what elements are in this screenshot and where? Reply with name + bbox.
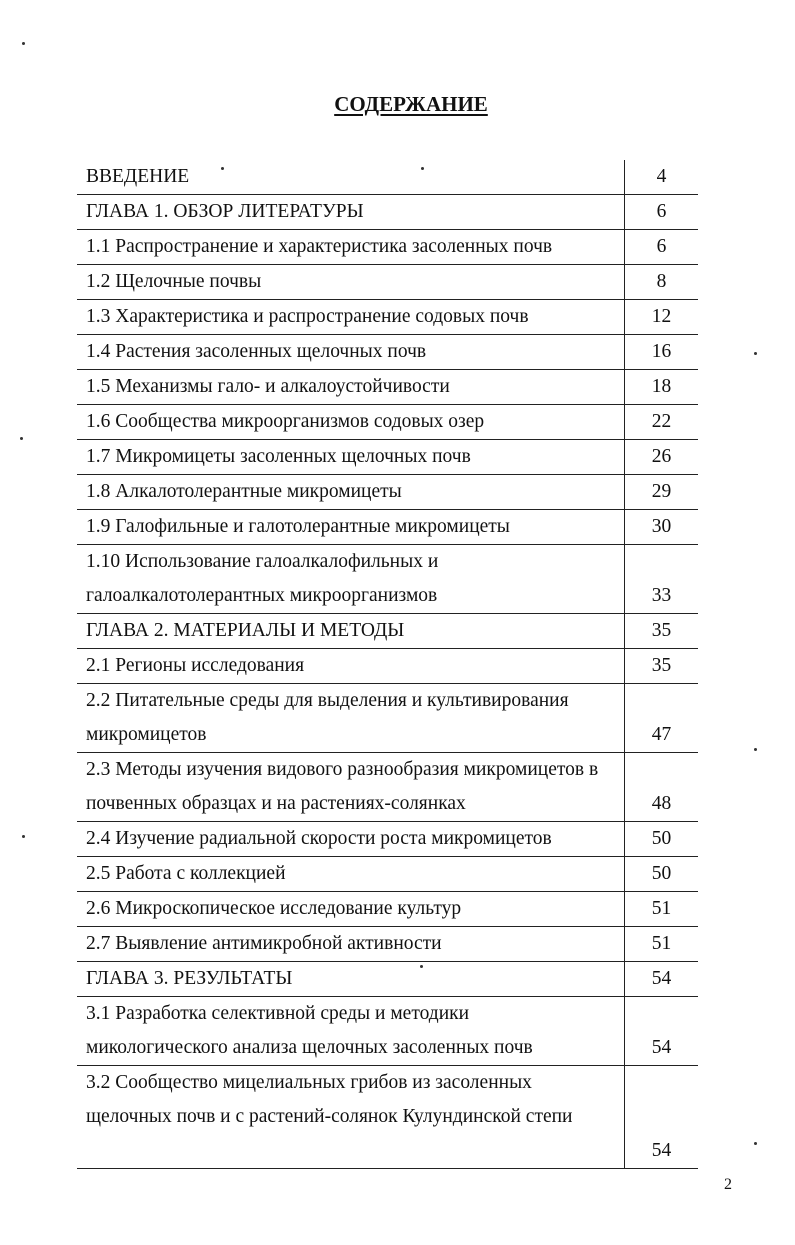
toc-entry-page: 30 [625,510,699,545]
toc-entry-title: ГЛАВА 1. ОБЗОР ЛИТЕРАТУРЫ [77,195,625,230]
toc-row [77,892,698,927]
toc-entry-title: 1.8 Алкалотолерантные микромицеты [77,475,625,510]
toc-entry-page: 12 [625,300,699,335]
toc-entry-line: 3.1 Разработка селективной среды и методики [86,1003,470,1024]
toc-row [77,857,698,892]
toc-entry-page: 18 [625,370,699,405]
toc-entry-page: 16 [625,335,699,370]
toc-entry-title: 1.1 Распространение и характеристика засоленных почв [77,230,625,265]
toc-entry-line: 3.2 Сообщество мицелиальных грибов из засоленных [86,1072,532,1093]
toc-row [77,753,698,822]
toc-entry-title: 2.1 Регионы исследования [77,649,625,684]
toc-entry-title: 2.6 Микроскопическое исследование культур [77,892,625,927]
toc-entry-title: 2.5 Работа с коллекцией [77,857,625,892]
toc-entry-title [77,684,625,753]
toc-entry-page: 51 [625,892,699,927]
toc-row [77,300,698,335]
toc-row [77,265,698,300]
toc-entry-title [77,753,625,822]
toc-entry-line: 2.3 Методы изучения видового разнообразия микромицетов в [86,759,599,780]
toc-row [77,195,698,230]
toc-entry-title: ВВЕДЕНИЕ [77,160,625,195]
toc-entry-page: 51 [625,927,699,962]
toc-row [77,1066,698,1169]
toc-entry-title: 1.9 Галофильные и галотолерантные микромицеты [77,510,625,545]
toc-entry-line: щелочных почв и с растений-солянок Кулундинской степи [86,1106,573,1127]
page-title: СОДЕРЖАНИЕ [334,92,488,116]
toc-entry-title: 1.3 Характеристика и распространение содовых почв [77,300,625,335]
scan-speck [420,965,423,968]
toc-entry-line: 2.2 Питательные среды для выделения и культивирования [86,690,569,711]
toc-entry-page: 4 [625,160,699,195]
toc-entry-page: 54 [625,962,699,997]
scan-speck [754,352,757,355]
toc-entry-line: микологического анализа щелочных засоленных почв [86,1037,533,1058]
toc-entry-title: 1.2 Щелочные почвы [77,265,625,300]
toc-row [77,335,698,370]
toc-row [77,962,698,997]
scan-speck [20,437,23,440]
toc-entry-page: 35 [625,614,699,649]
toc-entry-page: 54 [625,997,699,1066]
scan-speck [754,1142,757,1145]
toc-entry-line: почвенных образцах и на растениях-солянках [86,793,466,814]
toc-entry-line: галоалкалотолерантных микроорганизмов [86,585,438,606]
toc-entry-page: 8 [625,265,699,300]
toc-entry-line: микромицетов [86,724,207,745]
page-number: 2 [724,1176,732,1193]
toc-row [77,614,698,649]
toc-entry-page: 33 [625,545,699,614]
toc-entry-title: ГЛАВА 3. РЕЗУЛЬТАТЫ [77,962,625,997]
toc-row [77,405,698,440]
toc-entry-page: 54 [625,1066,699,1169]
toc-entry-title: ГЛАВА 2. МАТЕРИАЛЫ И МЕТОДЫ [77,614,625,649]
scan-speck [22,42,25,45]
toc-entry-title [77,1066,625,1169]
toc-row [77,510,698,545]
scan-speck [754,748,757,751]
toc-entry-title: 1.6 Сообщества микроорганизмов содовых озер [77,405,625,440]
toc-row [77,160,698,195]
toc-entry-page: 6 [625,195,699,230]
toc-row [77,927,698,962]
toc-entry-page: 26 [625,440,699,475]
toc-row [77,440,698,475]
blank-line [86,1134,624,1168]
scan-speck [22,835,25,838]
scan-speck [421,167,424,170]
toc-entry-title: 1.5 Механизмы гало- и алкалоустойчивости [77,370,625,405]
toc-entry-page: 50 [625,857,699,892]
toc-entry-page: 29 [625,475,699,510]
toc-entry-title: 1.7 Микромицеты засоленных щелочных почв [77,440,625,475]
toc-entry-line: 1.10 Использование галоалкалофильных и [86,551,439,572]
toc-row [77,649,698,684]
toc-row [77,370,698,405]
toc-row [77,684,698,753]
toc-row [77,230,698,265]
toc-entry-page: 35 [625,649,699,684]
scan-speck [221,167,224,170]
toc-row [77,822,698,857]
toc-row [77,997,698,1066]
toc-entry-page: 47 [625,684,699,753]
toc-entry-title: 2.7 Выявление антимикробной активности [77,927,625,962]
toc-entry-title: 1.4 Растения засоленных щелочных почв [77,335,625,370]
toc-row [77,545,698,614]
toc-row [77,475,698,510]
toc-entry-page: 6 [625,230,699,265]
toc-entry-page: 48 [625,753,699,822]
toc-entry-title: 2.4 Изучение радиальной скорости роста микромицетов [77,822,625,857]
toc-entry-title [77,997,625,1066]
table-of-contents [77,160,698,1169]
toc-entry-page: 50 [625,822,699,857]
toc-entry-title [77,545,625,614]
toc-entry-page: 22 [625,405,699,440]
